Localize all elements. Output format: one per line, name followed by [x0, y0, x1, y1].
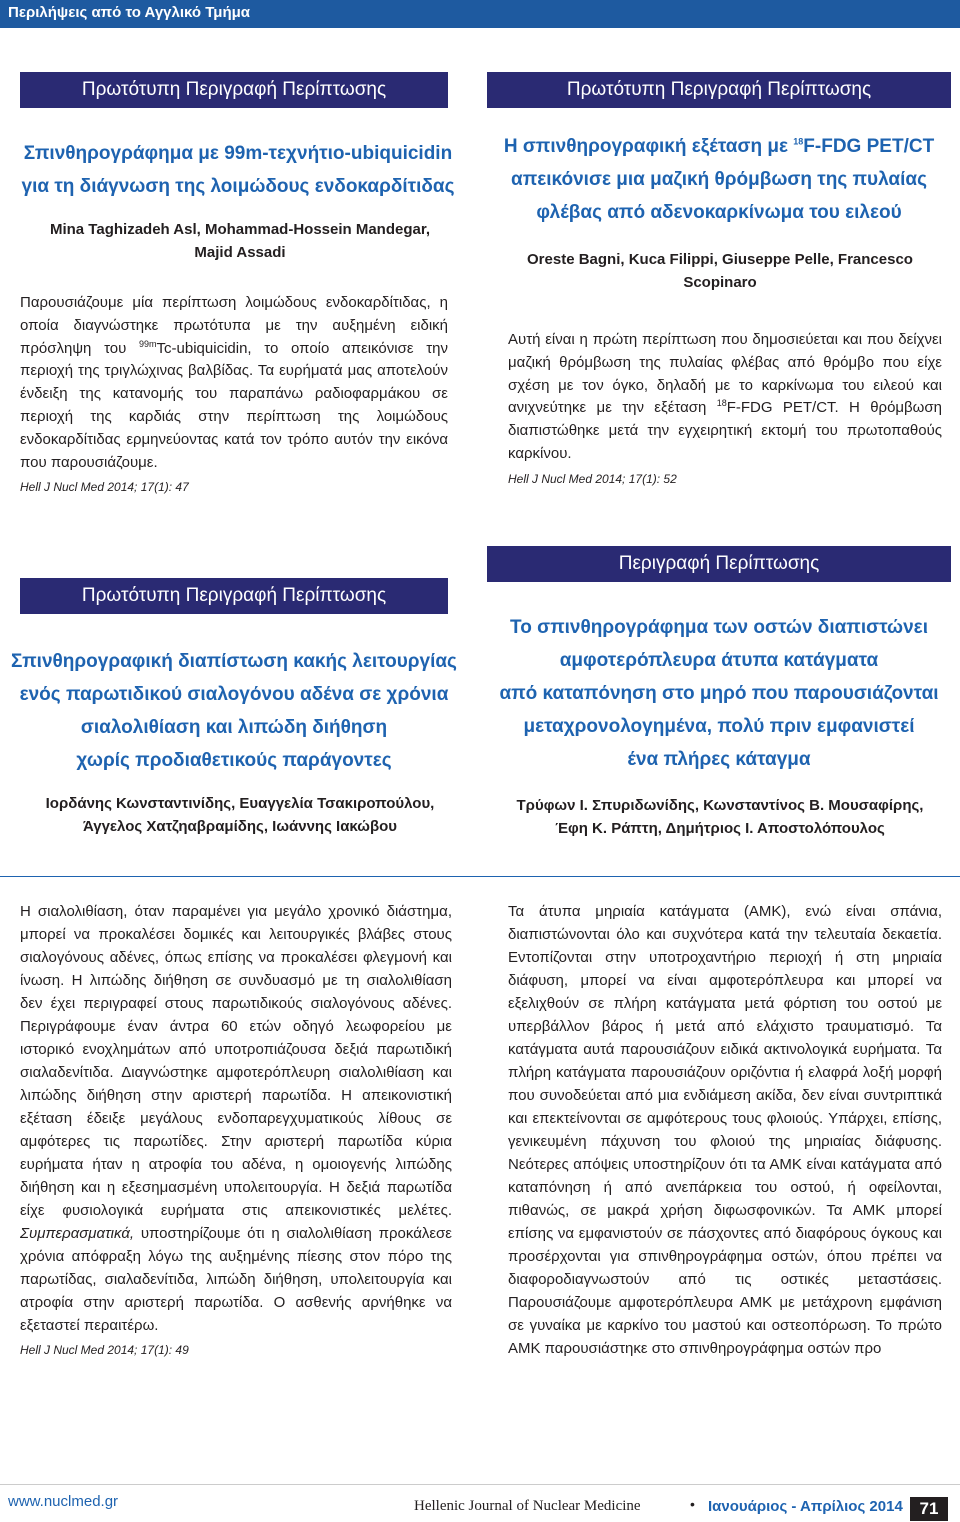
article-2-title-line-3: φλέβας από αδενοκαρκίνωμα του ειλεού [536, 202, 902, 223]
article-2-abstract-text-cont: F-FDG PET/CT. Η θρόμβωση διαπιστώθηκε μετά την εγχειρητική εκτομή του πρωτοπαθούς καρκίνου. [508, 399, 942, 462]
article-3-title [0, 645, 468, 777]
article-1-title [18, 137, 458, 203]
article-3-body [20, 900, 452, 1362]
article-2-title-line-1-text: Η σπινθηρογραφική εξέταση με [503, 136, 794, 157]
footer-journal-name: Hellenic Journal of Nuclear Medicine [414, 1498, 641, 1514]
article-1-abstract-text-cont: Tc-ubiquicidin, το οποίο απεικόνισε την περιοχή της τριγλώχινας βαλβίδας. Τα ευρήματά μας αποτελούν ένδειξη της κατανομής του παραπάνω ραδιοφαρμάκου σε περιοχή της καρδιάς στην περίπτωση της λοιμώδους ενδοκαρδίτιδας ερμηνεύοντας κατά τον τρόπο αυτόν την εικόνα που παρουσιάζουμε. [20, 339, 448, 471]
article-2-citation: Hell J Nucl Med 2014; 17(1): 52 [508, 471, 677, 486]
article-2-authors: Oreste Bagni, Kuca Filippi, Giuseppe Pelle, Francesco Scopinaro [527, 251, 913, 291]
article-4-title-line-4: μεταχρονολογημένα, πολύ πριν εμφανιστεί [523, 716, 915, 737]
section-divider [0, 876, 960, 877]
article-2-abstract-sup: 18 [716, 398, 727, 409]
article-4-title-line-1: Το σπινθηρογράφημα των οστών διαπιστώνει [510, 617, 928, 638]
article-3-title-line-4: χωρίς προδιαθετικούς παράγοντες [76, 750, 392, 771]
section-header-bar [0, 0, 960, 28]
article-4-body: Τα άτυπα μηριαία κατάγματα (ΑΜΚ), ενώ είναι σπάνια, διαπιστώνονται όλο και συχνότερα κατά την τελευταία δεκαετία. Εντοπίζονται στην υποτροχαντήριο περιοχή ή στη μηριαία διάφυση, μπορεί να είναι αμφοτερόπλευρα και μπορεί να εξελιχθούν σε πλήρη κατάγματα μετά φόρτιση του οστού με υπερβάλλον βάρος ή μετά από ελάχιστο τραυματισμό. Τα κατάγματα αυτά παρουσιάζουν ειδικά ακτινολογικά ευρήματα. Τα πλήρη κατάγματα παρουσιάζουν οριζόντια ή ελαφρά λοξή μορφή που συνοδεύεται από μια ενδιάμεση ακίδα, δεν είναι συντριπτικά και επεκτείνονται σε αμφότερους τους φλοιούς. Υπάρχει, επίσης, γενικευμένη πάχυνση του φλοιού της μηριαίας διάφυσης. Νεότερες απόψεις υποστηρίζουν ότι τα ΑΜΚ είναι κατάγματα από καταπόνηση ή από ανεπάρκεια του οστού, ή οφείλονται, πιθανώς, σε μακρά χρήση διφωσφονικών. Τα ΑΜΚ μπορεί επίσης να εμφανιστούν σε πάσχοντες από διαφόρους όγκους και προσέρχονται για σπινθηρογράφημα οστών, όπου πρέπει να διαφοροδιαγνωστούν από τις οστικές μεταστάσεις. Παρουσιάζουμε αμφοτερόπλευρα ΑΜΚ με μετάχρονη εμφάνιση σε γυναίκα με καρκίνο του μαστού και οστεοπόρωση. Το πρώτο ΑΜΚ παρουσιάστηκε στο σπινθηρογράφημα οστών προ [508, 903, 942, 1357]
article-4-authors: Τρύφων Ι. Σπυριδωνίδης, Κωνσταντίνος Β. Μουσαφίρης, Έφη Κ. Ράπτη, Δημήτριος Ι. Αποστολόπουλος [516, 797, 924, 837]
article-3-body-text-cont: υποστηρίζουμε ότι η σιαλολιθίαση προκάλεσε χρόνια απόφραξη λόγω της αυξημένης πίεσης στον πόρο της παρωτίδας, σιαλαδενίτιδα, λιπώδη διήθηση, υπολειτουργία και ατροφία στην αριστερή παρωτίδα. Ο ασθενής αρνήθηκε να εξεταστεί περαιτέρω. [20, 1225, 452, 1334]
article-1-abstract [20, 292, 448, 499]
article-3-title-line-2: ενός παρωτιδικού σιαλογόνου αδένα σε χρόνια [19, 684, 449, 705]
article-3-title-line-3: σιαλολιθίαση και λιπώδη διήθηση [80, 717, 388, 738]
article-4-title-line-3: από καταπόνηση στο μηρό που παρουσιάζονται [499, 683, 939, 704]
article-3-body-emphasis: Συμπερασματικά, [20, 1225, 135, 1242]
article-3-title-line-1: Σπινθηρογραφική διαπίστωση κακής λειτουργίας [11, 651, 457, 672]
article-2-abstract-text: Αυτή είναι η πρώτη περίπτωση που δημοσιεύεται και που δείχνει μαζική θρόμβωση της πυλαίας φλέβας από θρόμβο που είχε σχέση με τον όγκο, δηλαδή με το καρκίνωμα του ειλεού και ανιχνεύτηκε με την εξέταση [508, 331, 942, 417]
article-4-title-line-2: αμφοτερόπλευρα άτυπα κατάγματα [559, 650, 879, 671]
article-4-title [486, 611, 952, 776]
article-2-title-sup: 18 [793, 136, 804, 147]
article-2-title-line-2: απεικόνισε μια μαζική θρόμβωση της πυλαίας [511, 169, 927, 190]
article-4-banner: Περιγραφή Περίπτωσης [487, 546, 951, 582]
footer-rule [0, 1484, 960, 1485]
article-2-banner: Πρωτότυπη Περιγραφή Περίπτωσης [487, 72, 951, 108]
article-1-banner: Πρωτότυπη Περιγραφή Περίπτωσης [20, 72, 448, 108]
footer-separator: • [690, 1496, 695, 1512]
article-2-title-line-1-text-cont: F-FDG PET/CT [803, 136, 935, 157]
page-number: 71 [910, 1497, 948, 1521]
article-3-citation: Hell J Nucl Med 2014; 17(1): 49 [20, 1343, 189, 1357]
section-header-title: Περιλήψεις από το Αγγλικό Τμήμα [8, 4, 250, 21]
article-4-title-line-5: ένα πλήρες κάταγμα [627, 749, 811, 770]
article-1-abstract-sup: 99m [139, 338, 157, 349]
article-3-body-text: Η σιαλολιθίαση, όταν παραμένει για μεγάλο χρονικό διάστημα, μπορεί να προκαλέσει δομικές και λειτουργικές βλάβες στους σιαλογόνους αδένες, όπως επίσης να προκαλέσει φλεγμονή και ίνωση. Η λιπώδης διήθηση σε συνδυασμό με τη σιαλολιθίαση δεν έχει περιγραφεί στους παρωτιδικούς σιαλογόνους αδένες. Περιγράφουμε έναν άντρα 60 ετών οδηγό λεωφορείου με ιστορικό ενοχλημάτων από υποτροπιάζουσα δεξιά παρωτιδική σιαλαδενίτιδα. Διαγνώστηκε αμφοτερόπλευρη σιαλολιθίαση και λιπώδης διήθηση στην αριστερή παρωτίδα. Η απεικονιστική εξέταση έδειξε μεγάλους ενδοπαρεγχυματικούς λίθους σε αμφότερες τις παρωτίδες. Στην αριστερή παρωτίδα κύρια ευρήματα ήταν η ατροφία του αδένα, η ομοιογενής λιπώδης διήθηση και η εξεσημασμένη υπολειτουργία. Η δεξιά παρωτίδα είχε φυσιολογικά ευρήματα στις απεικονιστικές μελέτες. [20, 903, 452, 1219]
article-1-abstract-text: Παρουσιάζουμε μία περίπτωση λοιμώδους ενδοκαρδίτιδας, η οποία διαγνώστηκε πρωτότυπα με την αυξημένη ειδική πρόσληψη του [20, 294, 448, 357]
article-2-abstract [508, 329, 942, 491]
article-2-title-line-1 [486, 130, 952, 163]
article-2-title [486, 130, 952, 229]
article-1-authors: Mina Taghizadeh Asl, Mohammad-Hossein Mandegar, Majid Assadi [49, 221, 431, 261]
article-1-citation: Hell J Nucl Med 2014; 17(1): 47 [20, 480, 189, 495]
footer-url-link[interactable]: www.nuclmed.gr [8, 1493, 119, 1510]
article-3-authors: Ιορδάνης Κωνσταντινίδης, Ευαγγελία Τσακιροπούλου, Άγγελος Χατζηαβραμίδης, Ιωάννης Ιακώβου [45, 795, 435, 835]
article-3-banner: Πρωτότυπη Περιγραφή Περίπτωσης [20, 578, 448, 614]
article-1-title-line-1: Σπινθηρογράφημα με 99m-τεχνήτιο-ubiquicidin [23, 143, 453, 164]
footer-issue-date: Ιανουάριος - Απρίλιος 2014 [708, 1498, 903, 1515]
article-1-title-line-2: για τη διάγνωση της λοιμώδους ενδοκαρδίτιδας [21, 176, 455, 197]
